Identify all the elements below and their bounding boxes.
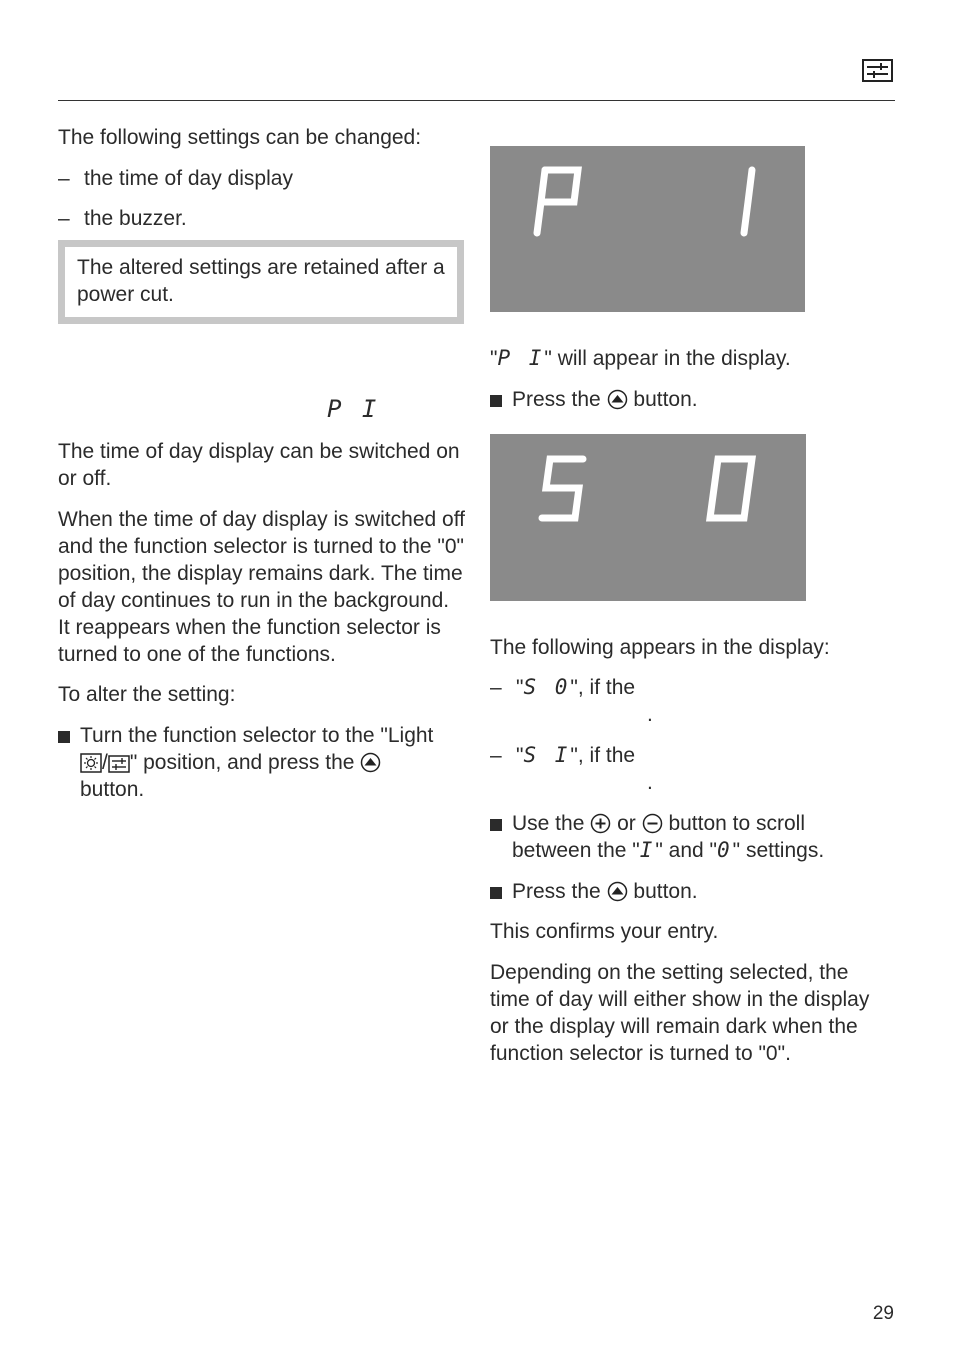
segment-0 (710, 459, 752, 518)
step-press-ok-2: Press the button. (490, 878, 900, 905)
seven-segment-s0 (490, 434, 806, 601)
display-s0 (490, 434, 806, 601)
ok-arrow-up-button-icon (607, 881, 628, 902)
option-s0: – "S 0", if the . (490, 674, 900, 728)
intro-item-time: – the time of day display (58, 165, 468, 192)
step-scroll: Use the or button to scroll between the "I" and "0" settings. (490, 810, 900, 864)
step-turn-selector: Turn the function selector to the "Light / " position, and press the button. (58, 722, 468, 803)
segment-s (542, 459, 583, 518)
settings-sliders-icon (862, 59, 893, 82)
right-body-2 (490, 634, 900, 1067)
p1-appears: "P I" will appear in the display. (490, 346, 791, 370)
plus-button-icon (590, 813, 611, 834)
note-box (58, 240, 464, 324)
intro-item-buzzer: – the buzzer. (58, 205, 468, 232)
display-p1 (490, 146, 805, 312)
settings-sliders-icon (108, 755, 130, 773)
step1-text-c: button. (80, 778, 145, 801)
segment-1 (744, 170, 752, 233)
step1-text-b: " position, and press the (129, 751, 355, 774)
para-switch: The time of day display can be switched on or off. (58, 440, 460, 490)
page-number: 29 (872, 1303, 894, 1324)
header-rule (58, 100, 895, 101)
ok-arrow-up-button-icon (360, 752, 381, 773)
light-icon (80, 753, 102, 773)
intro (58, 124, 468, 232)
option-s1: – "S I", if the . (490, 742, 900, 796)
seven-segment-p1 (490, 146, 805, 312)
ok-arrow-up-button-icon (607, 389, 628, 410)
final-text: Depending on the setting selected, the time of day will either show in the display or the display will remain dark when the function selector is turned to "0". (490, 961, 870, 1065)
note-text: The altered settings are retained after a power cut. (77, 256, 445, 306)
section-code: P I (327, 395, 380, 423)
step1-text-a: Turn the function selector to the "Light (80, 724, 434, 747)
segment-p-stem (537, 170, 545, 233)
minus-button-icon (642, 813, 663, 834)
step-press-ok-1: Press the button. (490, 386, 900, 413)
para-dark: When the time of day display is switched off and the function selector is turned to the "0" position, the display remains dark. The time of day continues to run in the background. (58, 508, 465, 612)
para-alter: To alter the setting: (58, 683, 236, 706)
following-text: The following appears in the display: (490, 636, 830, 659)
para-reappears: It reappears when the function selector is turned to one of the functions. (58, 616, 441, 666)
right-body-1 (490, 345, 900, 413)
confirm-text: This confirms your entry. (490, 920, 719, 943)
intro-text: The following settings can be changed: (58, 126, 422, 149)
left-body (58, 438, 468, 803)
